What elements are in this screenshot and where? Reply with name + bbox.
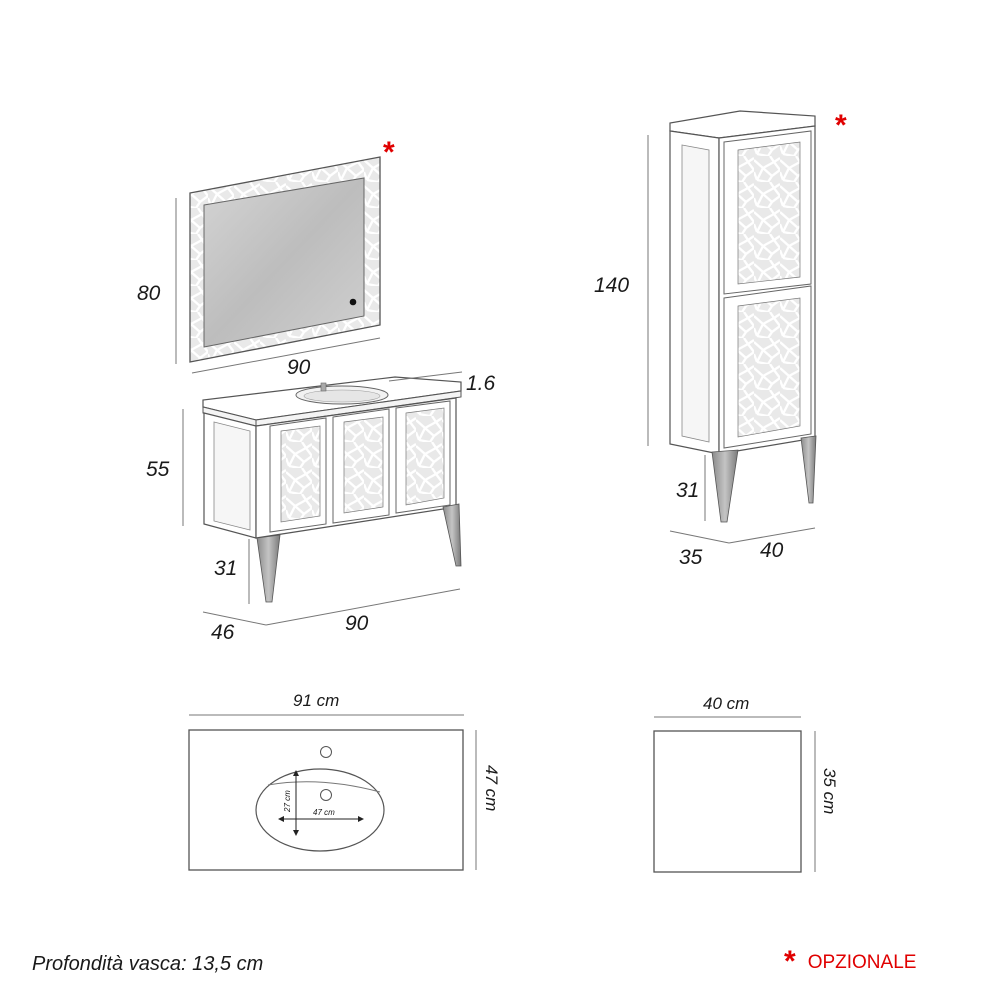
plan-top-width-label: 91 cm	[293, 691, 340, 710]
vanity-leg-height-label: 31	[214, 557, 238, 580]
plan-drain	[321, 790, 332, 801]
column-optional-marker: *	[835, 109, 847, 142]
plan-faucet-hole	[321, 747, 332, 758]
vanity-top-thickness-label: 1.6	[466, 372, 496, 395]
countertop-plan	[189, 691, 501, 870]
optional-asterisk-icon: *	[784, 945, 796, 978]
optional-legend-label: OPZIONALE	[807, 952, 917, 973]
plan-column-outline	[654, 731, 801, 872]
plan-top-depth-label: 47 cm	[482, 765, 501, 812]
column-leg-front-right	[801, 436, 816, 503]
vanity-leg-front-right	[443, 504, 461, 566]
column-leg-front-left	[712, 450, 738, 522]
column-plan	[654, 694, 839, 872]
vanity-leg-front-left	[257, 535, 280, 602]
vanity-group	[146, 372, 496, 644]
vanity-cabinet-height-label: 55	[146, 458, 170, 481]
column-group	[594, 109, 847, 569]
plan-column-depth-label: 35 cm	[820, 768, 839, 815]
column-height-label: 140	[594, 274, 630, 297]
column-leg-height-label: 31	[676, 479, 700, 502]
mirror-group	[137, 136, 395, 379]
optional-legend	[784, 945, 917, 978]
mirror-width-label: 90	[287, 356, 311, 379]
basin-depth-note: Profondità vasca: 13,5 cm	[32, 953, 264, 975]
vanity-faucet	[321, 383, 326, 391]
column-width-label: 40	[760, 539, 784, 562]
plan-column-width-label: 40 cm	[703, 694, 750, 713]
vanity-depth-label: 46	[211, 621, 235, 644]
vanity-width-label: 90	[345, 612, 369, 635]
plan-basin-width-label: 47 cm	[313, 808, 335, 817]
column-depth-label: 35	[679, 546, 703, 569]
plan-basin-depth-label: 27 cm	[283, 790, 292, 812]
mirror-height-label: 80	[137, 282, 161, 305]
mirror-optional-marker: *	[383, 136, 395, 169]
mirror-light-sensor	[350, 299, 357, 306]
